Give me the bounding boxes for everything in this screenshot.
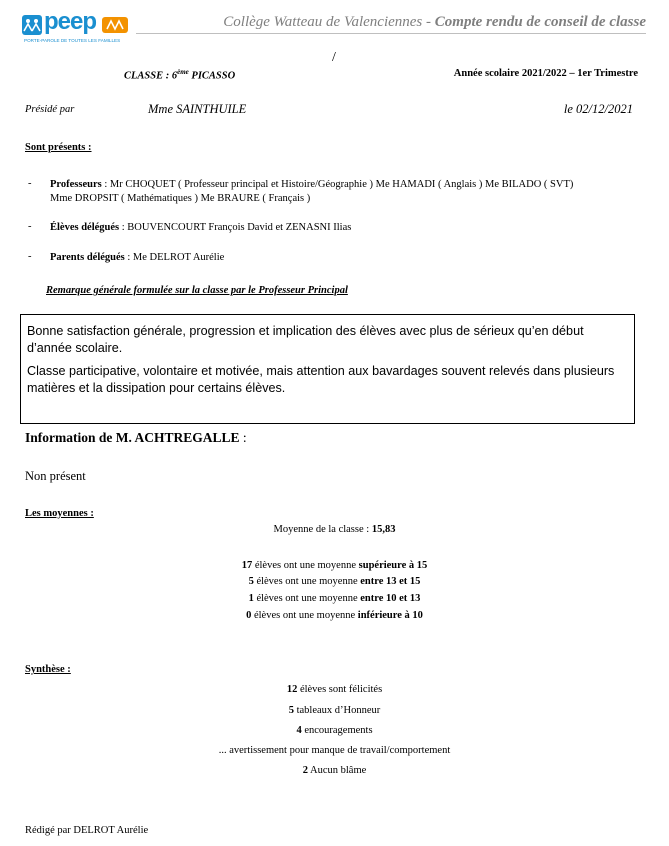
remark-box <box>20 314 635 424</box>
remark-paragraph-2: Classe participative, volontaire et motivée, mais attention aux bavardages souvent relevés dans plusieurs matières et la dissipation pour certains élèves. <box>27 364 615 395</box>
moyenne-row <box>0 576 669 587</box>
synthese-count: ... <box>218 745 227 756</box>
synthese-row <box>0 765 669 776</box>
moyenne-range: supérieure à 15 <box>358 560 428 571</box>
logo-subtitle: PORTE-PAROLE DE TOUTES LES FAMILLES <box>24 38 121 43</box>
class-superscript: ème <box>177 68 189 76</box>
synthese-row <box>0 725 669 736</box>
synthese-count: 5 <box>288 705 294 716</box>
header-title-doc: Compte rendu de conseil de classe <box>434 14 646 30</box>
class-average-label: Moyenne de la classe : <box>273 524 372 535</box>
parents-delegues-names: : Me DELROT Aurélie <box>124 252 225 263</box>
moyenne-range: entre 13 et 15 <box>360 576 421 587</box>
professeurs-line2: Mme DROPSIT ( Mathématiques ) Me BRAURE ( Français ) <box>50 193 311 204</box>
bullet-dash: - <box>28 221 32 232</box>
class-label <box>124 68 235 82</box>
moyenne-count: 0 <box>246 610 252 621</box>
moyenne-text: élèves ont une moyenne <box>253 593 361 604</box>
information-text: Non présent <box>25 469 86 483</box>
information-heading-colon: : <box>239 430 247 445</box>
class-prefix: CLASSE : 6 <box>124 70 178 82</box>
document-header-title <box>136 14 646 31</box>
presents-heading: Sont présents : <box>25 142 92 153</box>
class-average-value: 15,83 <box>371 524 396 535</box>
synthese-text: avertissement pour manque de travail/comportement <box>226 745 451 756</box>
synthese-text: Aucun blâme <box>307 765 367 776</box>
class-name: PICASSO <box>188 70 236 82</box>
moyennes-heading: Les moyennes : <box>25 508 94 519</box>
parents-delegues-text <box>50 251 224 265</box>
synthese-text: tableaux d’Honneur <box>293 705 381 716</box>
professeurs-label: Professeurs <box>50 179 102 190</box>
synthese-row <box>0 705 669 716</box>
eleves-delegues-names: : BOUVENCOURT François David et ZENASNI Ilias <box>119 222 352 233</box>
information-heading <box>25 430 247 446</box>
moyenne-row <box>0 560 669 571</box>
synthese-text: élèves sont félicités <box>297 684 383 695</box>
class-average <box>0 524 669 535</box>
header-title-school: Collège Watteau de Valenciennes - <box>223 14 435 30</box>
remark-paragraph-1: Bonne satisfaction générale, progression et implication des élèves avec plus de sérieux qu’en début d’année scolaire. <box>27 324 584 355</box>
presided-label: Présidé par <box>25 104 75 115</box>
presided-name: Mme SAINTHUILE <box>148 102 247 116</box>
moyenne-row <box>0 593 669 604</box>
bullet-dash: - <box>28 251 32 262</box>
bullet-dash: - <box>28 178 32 189</box>
moyenne-text: élèves ont une moyenne <box>251 610 358 621</box>
moyenne-text: élèves ont une moyenne <box>253 576 361 587</box>
synthese-count: 2 <box>302 765 308 776</box>
remark-heading: Remarque générale formulée sur la classe par le Professeur Principal <box>46 285 348 296</box>
header-divider <box>136 33 646 34</box>
moyenne-row <box>0 610 669 621</box>
eleves-delegues-text <box>50 221 351 235</box>
synthese-count: 12 <box>286 684 298 695</box>
synthese-row <box>0 745 669 756</box>
school-year: Année scolaire 2021/2022 – 1er Trimestre <box>453 68 638 79</box>
professeurs-text <box>50 178 573 206</box>
moyenne-count: 17 <box>241 560 253 571</box>
moyenne-count: 5 <box>248 576 254 587</box>
logo-wordmark: peep <box>44 8 97 35</box>
family-logo-icon <box>22 15 42 35</box>
moyenne-range: inférieure à 10 <box>357 610 423 621</box>
synthese-row <box>0 684 669 695</box>
synthese-text: encouragements <box>301 725 373 736</box>
synthese-heading: Synthèse : <box>25 664 71 675</box>
meeting-date: le 02/12/2021 <box>563 102 633 116</box>
moyenne-count: 1 <box>248 593 254 604</box>
moyenne-text: élèves ont une moyenne <box>252 560 359 571</box>
information-heading-text: Information de M. ACHTREGALLE <box>25 430 240 445</box>
logo-accent-icon <box>102 17 128 33</box>
eleves-delegues-label: Élèves délégués <box>50 222 120 233</box>
synthese-count: 4 <box>296 725 302 736</box>
moyenne-range: entre 10 et 13 <box>360 593 421 604</box>
professeurs-line1: : Mr CHOQUET ( Professeur principal et Histoire/Géographie ) Me HAMADI ( Anglais ) Me BILADO ( SVT) <box>101 179 574 190</box>
peep-logo <box>22 8 128 43</box>
author-line: Rédigé par DELROT Aurélie <box>25 825 149 836</box>
parents-delegues-label: Parents délégués <box>50 252 125 263</box>
header-slash: / <box>332 50 336 65</box>
